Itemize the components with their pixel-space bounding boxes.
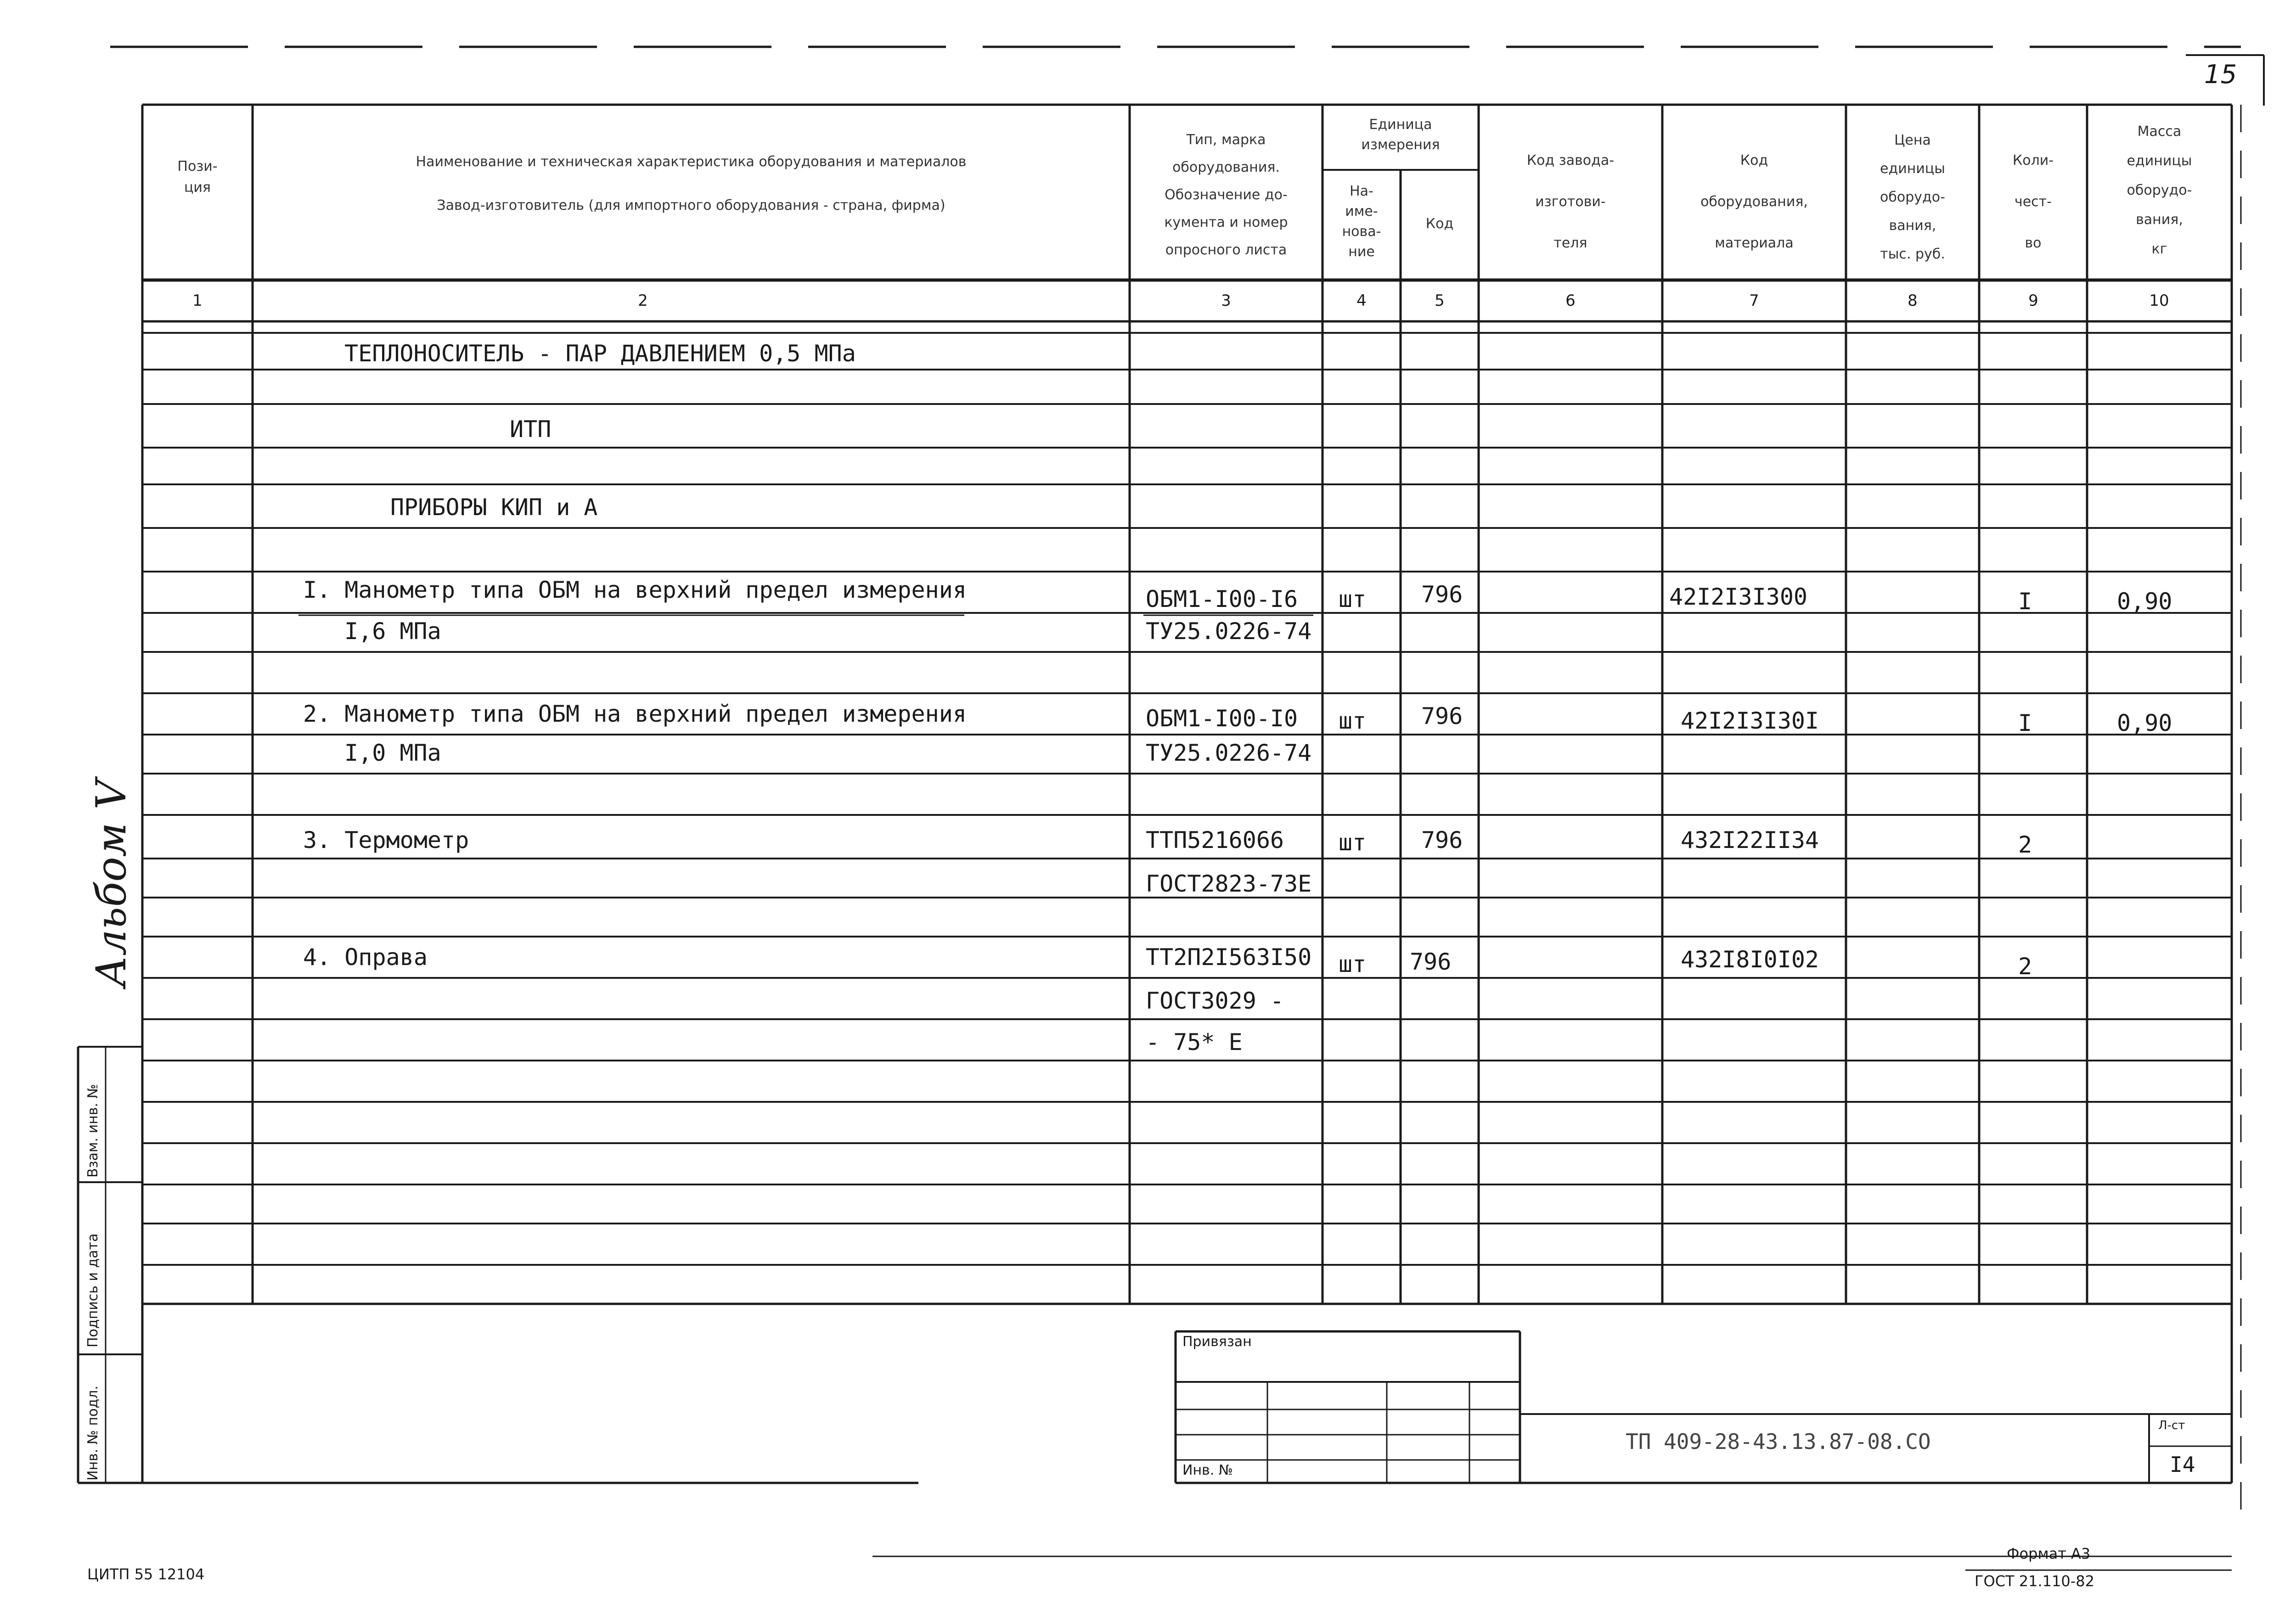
item-name-cont: I,6 МПа: [344, 618, 441, 645]
footer-gost: ГОСТ 21.110-82: [1975, 1572, 2094, 1590]
item-unit-code: 796: [1410, 949, 1452, 975]
column-number: 10: [2149, 292, 2169, 310]
sheet-number: I4: [2170, 1452, 2195, 1477]
item-type-doc: ГОСТ2823-73Е: [1146, 870, 1312, 897]
item-equipment-code: 42I2I3I30I: [1681, 707, 1819, 734]
document-code: ТП 409-28-43.13.87-08.СО: [1626, 1429, 1931, 1454]
header-unit-code: Код: [1425, 216, 1454, 232]
item-name: I. Манометр типа ОБМ на верхний предел измерения: [303, 577, 967, 603]
subsection-title: ПРИБОРЫ КИП и А: [390, 494, 598, 521]
item-name: 2. Манометр типа ОБМ на верхний предел измерения: [303, 701, 967, 727]
item-mass: 0,90: [2117, 588, 2172, 615]
item-type-doc: ТУ25.0226-74: [1146, 740, 1312, 766]
stamp-inv: Инв. №: [1182, 1462, 1233, 1478]
item-mass: 0,90: [2117, 710, 2172, 736]
item-type-doc: - 75* Е: [1146, 1029, 1243, 1055]
column-number: 1: [192, 292, 203, 310]
header-unit-name: На- име- нова- ние: [1342, 183, 1381, 260]
sheet-label: Л-ст: [2158, 1419, 2185, 1432]
side-label-podpis: Подпись и дата: [85, 1233, 101, 1347]
header-unit-group: Единица измерения: [1361, 117, 1440, 153]
item-unit: шт: [1339, 829, 1367, 856]
item-name: 3. Термометр: [303, 827, 469, 853]
item-type-doc: ТУ25.0226-74: [1146, 618, 1312, 645]
header-type: Тип, марка оборудования. Обозначение до- кумента и номер опросного листа: [1164, 132, 1288, 258]
header-quantity: Коли- чест- во: [2012, 152, 2054, 251]
item-unit: шт: [1339, 951, 1367, 977]
item-equipment-code: 42I2I3I300: [1669, 584, 1808, 610]
column-number: 6: [1565, 292, 1576, 310]
item-unit-code: 796: [1421, 827, 1463, 853]
column-number: 5: [1435, 292, 1445, 310]
header-equipment-code: Код оборудования, материала: [1700, 152, 1808, 251]
album-handwriting: Альбом V: [87, 780, 135, 987]
header-manufacturer: Завод-изготовитель (для импортного оборудования - страна, фирма): [437, 197, 945, 213]
corner-number: 15: [2204, 60, 2237, 90]
subsection-title: ИТП: [510, 416, 551, 443]
column-number: 9: [2028, 292, 2038, 310]
section-title: ТЕПЛОНОСИТЕЛЬ - ПАР ДАВЛЕНИЕМ 0,5 МПа: [344, 340, 856, 367]
header-price: Цена единицы оборудо- вания, тыс. руб.: [1880, 132, 1945, 262]
item-type: ОБМ1-I00-I0: [1146, 705, 1298, 732]
header-factory-code: Код завода- изготови- теля: [1526, 152, 1615, 251]
stamp-privyazan: Привязан: [1182, 1334, 1252, 1350]
column-number: 4: [1356, 292, 1367, 310]
item-unit-code: 796: [1421, 703, 1463, 730]
item-quantity: 2: [2018, 831, 2032, 858]
item-type-doc: ГОСТ3029 -: [1146, 988, 1284, 1014]
item-quantity: I: [2018, 588, 2032, 615]
item-unit: шт: [1339, 707, 1367, 734]
column-number: 2: [638, 292, 648, 310]
item-equipment-code: 432I8I0I02: [1681, 946, 1819, 973]
item-quantity: 2: [2018, 953, 2032, 980]
header-position: Пози- ция: [177, 158, 218, 196]
header-name: Наименование и техническая характеристика оборудования и материалов: [416, 154, 967, 170]
item-name: 4. Оправа: [303, 944, 428, 971]
side-label-vzam: Взам. инв. №: [85, 1084, 101, 1178]
item-unit: шт: [1339, 586, 1367, 612]
column-number: 8: [1908, 292, 1918, 310]
item-type: ОБМ1-I00-I6: [1146, 586, 1298, 612]
footer-format: Формат А3: [2007, 1545, 2091, 1562]
item-quantity: I: [2018, 710, 2032, 736]
item-name-cont: I,0 МПа: [344, 740, 441, 766]
item-type: ТТ2П2I563I50: [1146, 944, 1312, 971]
column-number: 7: [1749, 292, 1759, 310]
column-number: 3: [1221, 292, 1231, 310]
footer-code: ЦИТП 55 12104: [87, 1566, 205, 1583]
item-type: ТТП5216066: [1146, 827, 1284, 853]
item-unit-code: 796: [1421, 581, 1463, 608]
side-label-inv-podl: Инв. № подл.: [85, 1386, 101, 1481]
item-equipment-code: 432I22II34: [1681, 827, 1819, 853]
header-mass: Масса единицы оборудо- вания, кг: [2127, 123, 2192, 257]
